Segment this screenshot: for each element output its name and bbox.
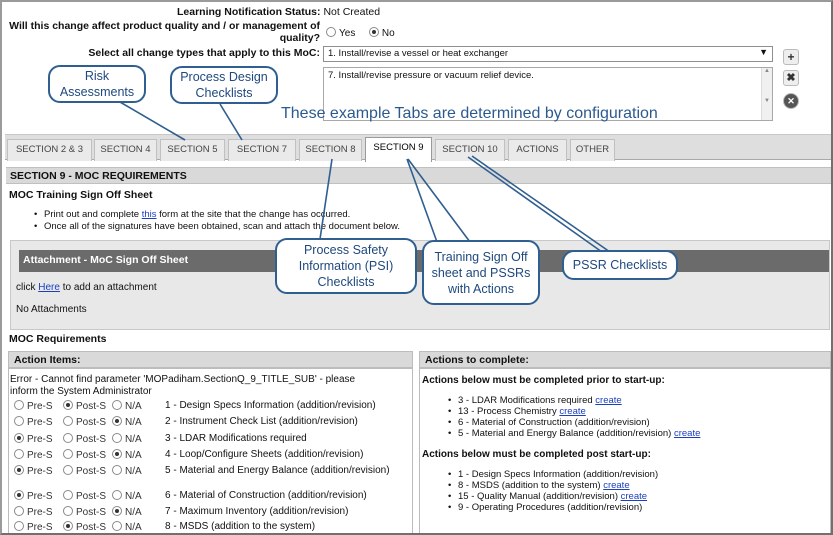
- tab-section-9[interactable]: SECTION 9: [365, 137, 432, 162]
- post-heading: Actions below must be completed post start-up:: [422, 449, 651, 460]
- action-item-radio[interactable]: [112, 506, 122, 516]
- action-item-option: [112, 449, 161, 461]
- tab-section-8[interactable]: SECTION 8: [299, 139, 362, 161]
- print-form-link[interactable]: this: [141, 209, 157, 220]
- change-types-list-text: 7. Install/revise pressure or vacuum relief device.: [328, 70, 534, 81]
- tab-bar: [5, 134, 831, 160]
- click-post: to add an attachment: [59, 282, 157, 293]
- affect-question-line1: Will this change affect product quality and / or management of: [9, 20, 320, 32]
- action-list-item: [458, 480, 658, 491]
- learning-status-value: Not Created: [323, 6, 381, 18]
- action-item-row: [14, 506, 349, 518]
- action-item-radio[interactable]: [14, 490, 24, 500]
- action-item-option-label: Post-S: [76, 417, 107, 428]
- action-item-option-label: N/A: [125, 434, 142, 445]
- action-item-option: [14, 416, 63, 428]
- action-item-radio[interactable]: [112, 433, 122, 443]
- action-item-radio[interactable]: [63, 490, 73, 500]
- action-list-item: [458, 469, 658, 480]
- action-list-text: 8 - MSDS (addition to the system): [458, 480, 604, 491]
- tab-section-10[interactable]: SECTION 10: [435, 139, 505, 161]
- action-item-radio[interactable]: [112, 449, 122, 459]
- action-item-option: [112, 416, 161, 428]
- tab-section-5[interactable]: SECTION 5: [160, 139, 225, 161]
- action-item-option: [63, 465, 112, 477]
- action-item-row: [14, 490, 367, 502]
- action-list-item: [458, 417, 700, 428]
- callout-psi: Process Safety Information (PSI) Checklists: [275, 238, 417, 294]
- action-item-option: [14, 521, 63, 533]
- prior-heading: Actions below must be completed prior to start-up:: [422, 375, 665, 386]
- action-item-option-label: Post-S: [76, 434, 107, 445]
- action-item-radio[interactable]: [14, 400, 24, 410]
- action-item-option-label: Post-S: [76, 491, 107, 502]
- action-item-option-label: Pre-S: [27, 417, 53, 428]
- action-items-error: [10, 374, 355, 398]
- action-item-option: [112, 490, 161, 502]
- action-item-option: [112, 521, 161, 533]
- change-type-select[interactable]: [323, 46, 773, 62]
- change-types-label: Select all change types that apply to this MoC:: [88, 47, 320, 59]
- change-type-selected: 1. Install/revise a vessel or heat exchanger: [328, 48, 509, 59]
- action-list-text: 9 - Operating Procedures (addition/revision): [458, 502, 643, 513]
- action-item-option: [112, 506, 161, 518]
- instruction-1: [44, 209, 400, 221]
- action-item-radio[interactable]: [63, 521, 73, 531]
- action-item-option-label: Post-S: [76, 507, 107, 518]
- action-item-option: [14, 506, 63, 518]
- tab-other[interactable]: OTHER: [570, 139, 615, 161]
- action-item-option-label: Post-S: [76, 450, 107, 461]
- action-item-label: 4 - Loop/Configure Sheets (addition/revision): [165, 449, 364, 460]
- affect-radio-group: [326, 27, 395, 39]
- action-item-radio[interactable]: [63, 465, 73, 475]
- plus-icon[interactable]: +: [783, 49, 799, 65]
- action-item-radio[interactable]: [112, 416, 122, 426]
- instruction-1-pre: Print out and complete: [44, 209, 142, 220]
- action-item-option-label: Pre-S: [27, 450, 53, 461]
- action-item-option-label: Post-S: [76, 401, 107, 412]
- action-list-item: [458, 491, 658, 502]
- action-item-option: [63, 433, 112, 445]
- tab-section-2-3[interactable]: SECTION 2 & 3: [7, 139, 92, 161]
- action-item-option-label: Pre-S: [27, 491, 53, 502]
- no-label: No: [381, 28, 395, 39]
- action-list-item: [458, 428, 700, 439]
- action-item-radio[interactable]: [14, 521, 24, 531]
- signoff-instructions: [44, 209, 400, 233]
- action-item-option: [112, 465, 161, 477]
- config-note: These example Tabs are determined by configuration: [281, 105, 658, 122]
- action-item-option-label: Post-S: [76, 522, 107, 533]
- action-list-text: 5 - Material and Energy Balance (addition/revision): [458, 428, 674, 439]
- action-item-label: 3 - LDAR Modifications required: [165, 433, 307, 444]
- action-item-label: 8 - MSDS (addition to the system): [165, 521, 316, 532]
- action-item-option-label: N/A: [125, 417, 142, 428]
- action-item-option-label: N/A: [125, 507, 142, 518]
- action-item-label: 6 - Material of Construction (addition/revision): [165, 490, 367, 501]
- instruction-1-post: form at the site that the change has occurred.: [156, 209, 351, 220]
- action-item-option: [63, 400, 112, 412]
- error-line-2: inform the System Administrator: [10, 386, 152, 397]
- action-list-text: 1 - Design Specs Information (addition/revision): [458, 469, 659, 480]
- action-item-option-label: N/A: [125, 466, 142, 477]
- action-item-radio[interactable]: [14, 465, 24, 475]
- action-item-radio[interactable]: [63, 506, 73, 516]
- circle-x-icon[interactable]: ✕: [783, 93, 799, 109]
- no-attachments: No Attachments: [16, 304, 87, 315]
- action-item-radio[interactable]: [63, 449, 73, 459]
- add-attachment-row: [16, 282, 157, 293]
- action-list-text: 6 - Material of Construction (addition/revision): [458, 417, 650, 428]
- action-item-option-label: Pre-S: [27, 466, 53, 477]
- action-item-row: [14, 416, 358, 428]
- action-item-option: [63, 506, 112, 518]
- no-radio[interactable]: [369, 27, 379, 37]
- yes-radio[interactable]: [326, 27, 336, 37]
- tab-section-4[interactable]: SECTION 4: [94, 139, 157, 161]
- action-list-text: 13 - Process Chemistry: [458, 406, 560, 417]
- action-item-row: [14, 449, 364, 461]
- learning-status-label: Learning Notification Status:: [177, 6, 321, 18]
- add-attachment-link[interactable]: Here: [38, 282, 60, 293]
- action-item-option-label: N/A: [125, 522, 142, 533]
- error-line-1: Error - Cannot find parameter 'MOPadiham.SectionQ_9_TITLE_SUB' - please: [10, 374, 356, 385]
- actions-complete-header: Actions to complete:: [419, 351, 831, 368]
- callout-risk-assessments: Risk Assessments: [48, 65, 146, 103]
- action-item-radio[interactable]: [14, 449, 24, 459]
- action-item-option: [14, 400, 63, 412]
- create-action-link[interactable]: create: [673, 428, 701, 439]
- action-item-option: [14, 490, 63, 502]
- action-item-radio[interactable]: [112, 400, 122, 410]
- action-item-radio[interactable]: [14, 506, 24, 516]
- action-item-option: [63, 490, 112, 502]
- action-item-option: [14, 465, 63, 477]
- action-item-radio[interactable]: [63, 416, 73, 426]
- action-item-option-label: Pre-S: [27, 434, 53, 445]
- action-item-option: [63, 449, 112, 461]
- action-item-radio[interactable]: [63, 400, 73, 410]
- tab-section-7[interactable]: SECTION 7: [228, 139, 296, 161]
- action-item-radio[interactable]: [14, 416, 24, 426]
- prior-action-list: [458, 395, 700, 439]
- action-item-label: 5 - Material and Energy Balance (addition/revision): [165, 465, 390, 476]
- action-list-item: [458, 502, 658, 513]
- dropdown-arrow-icon: ▼: [759, 47, 768, 57]
- tab-actions[interactable]: ACTIONS: [508, 139, 567, 161]
- action-item-option: [14, 433, 63, 445]
- callout-process-design: Process Design Checklists: [170, 66, 278, 104]
- action-item-row: [14, 400, 376, 412]
- affect-question-line2: quality?: [279, 32, 320, 44]
- action-list-item: [458, 395, 700, 406]
- click-pre: click: [16, 282, 39, 293]
- create-action-link[interactable]: create: [559, 406, 586, 417]
- action-item-option-label: N/A: [125, 450, 142, 461]
- affect-question: [4, 20, 320, 44]
- action-item-label: 2 - Instrument Check List (addition/revision): [165, 416, 358, 427]
- create-action-link[interactable]: create: [620, 491, 648, 502]
- x-icon[interactable]: ✖: [783, 70, 799, 86]
- action-item-option-label: Pre-S: [27, 507, 53, 518]
- requirements-heading: MOC Requirements: [9, 333, 107, 345]
- action-item-row: [14, 521, 316, 533]
- action-item-radio[interactable]: [14, 433, 24, 443]
- section-title: SECTION 9 - MOC REQUIREMENTS: [6, 167, 831, 184]
- action-item-option: [112, 433, 161, 445]
- action-item-option-label: N/A: [125, 401, 142, 412]
- action-item-label: 7 - Maximum Inventory (addition/revision): [165, 506, 349, 517]
- callout-pssr: PSSR Checklists: [562, 250, 678, 280]
- action-list-text: 15 - Quality Manual (addition/revision): [458, 491, 621, 502]
- action-items-header: Action Items:: [8, 351, 413, 368]
- action-item-option-label: N/A: [125, 491, 142, 502]
- action-item-row: [14, 433, 307, 445]
- action-item-option-label: Pre-S: [27, 401, 53, 412]
- list-scrollbar[interactable]: ▲ ▼: [761, 68, 772, 120]
- action-item-radio[interactable]: [112, 521, 122, 531]
- create-action-link[interactable]: create: [595, 395, 622, 406]
- action-item-option: [63, 416, 112, 428]
- create-action-link[interactable]: create: [603, 480, 630, 491]
- action-item-option: [63, 521, 112, 533]
- action-item-radio[interactable]: [112, 465, 122, 475]
- signoff-heading: MOC Training Sign Off Sheet: [9, 189, 153, 201]
- action-item-radio[interactable]: [112, 490, 122, 500]
- yes-label: Yes: [339, 28, 356, 39]
- action-list-text: 3 - LDAR Modifications required: [458, 395, 596, 406]
- action-item-row: [14, 465, 390, 477]
- action-list-item: [458, 406, 700, 417]
- post-action-list: [458, 469, 658, 513]
- instruction-2: • Once all of the signatures have been obtained, scan and attach the document below.: [44, 221, 400, 233]
- action-item-label: 1 - Design Specs Information (addition/revision): [165, 400, 376, 411]
- action-item-option-label: Pre-S: [27, 522, 53, 533]
- action-item-option: [14, 449, 63, 461]
- callout-training: Training Sign Off sheet and PSSRs with Actions: [422, 240, 540, 305]
- learning-status-row: [177, 6, 380, 18]
- action-item-option: [112, 400, 161, 412]
- action-item-option-label: Post-S: [76, 466, 107, 477]
- action-item-radio[interactable]: [63, 433, 73, 443]
- attachment-title: Attachment - MoC Sign Off Sheet: [19, 250, 829, 272]
